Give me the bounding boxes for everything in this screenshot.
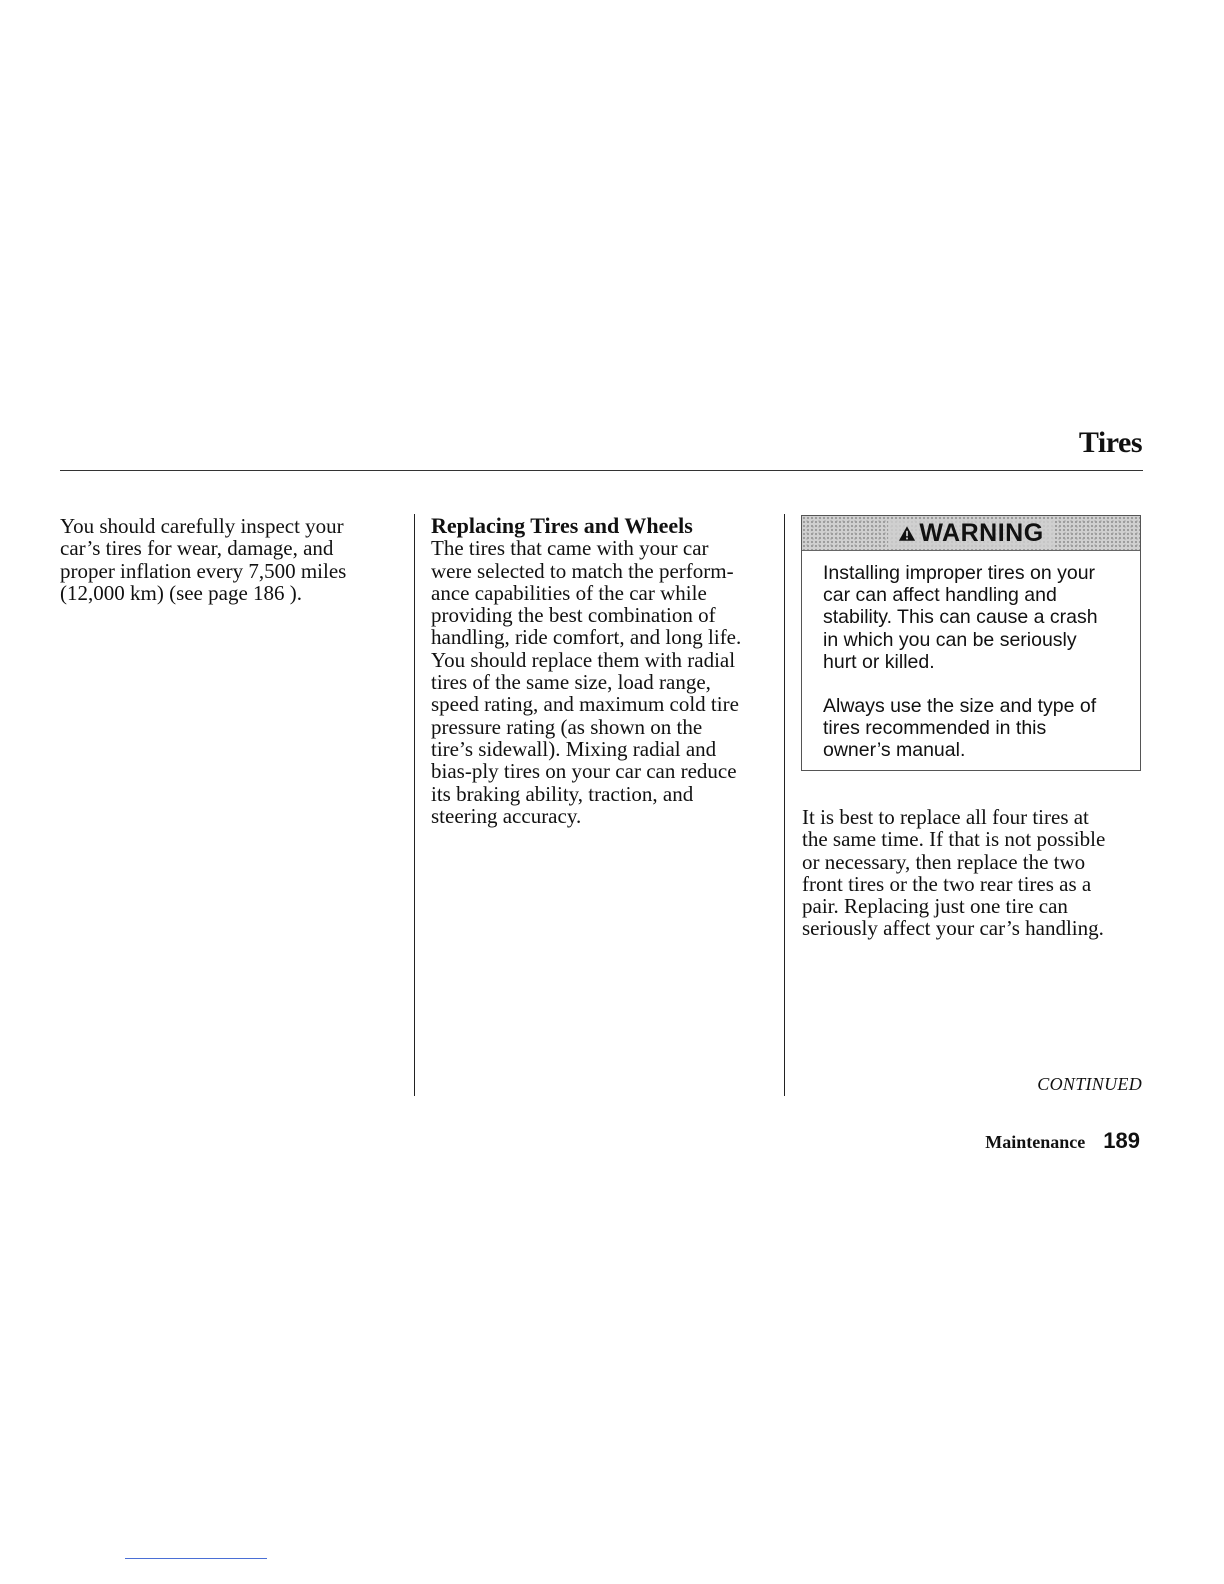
body-line: handling, ride comfort, and long life. [431, 625, 742, 650]
column-divider [414, 514, 415, 1096]
intro-line: (12,000 km) (see page 186 ). [60, 580, 303, 605]
warning-line: Always use the size and type of [823, 695, 1097, 718]
intro-paragraph [60, 515, 385, 604]
page-footer [985, 1128, 1140, 1154]
body-line: seriously affect your car’s handling. [802, 916, 1104, 941]
body-line: pressure rating (as shown on the [431, 714, 703, 739]
page-number: 189 [1103, 1128, 1140, 1153]
body-line: ance capabilities of the car while [431, 580, 707, 605]
continued-label: CONTINUED [1037, 1074, 1142, 1094]
body-line: providing the best combination of [431, 603, 716, 628]
body-line: steering accuracy. [431, 803, 582, 828]
intro-line: You should carefully inspect your [60, 514, 344, 538]
body-line: pair. Replacing just one tire can [802, 894, 1068, 919]
intro-line: car’s tires for wear, damage, and [60, 536, 334, 561]
page-title: Tires [1078, 426, 1142, 459]
warning-body [802, 551, 1140, 762]
warning-text: WARNING [919, 518, 1044, 547]
section-heading: Replacing Tires and Wheels [431, 513, 693, 538]
body-line: It is best to replace all four tires at [802, 805, 1089, 829]
body-line: its braking ability, traction, and [431, 781, 694, 806]
warning-line: car can affect handling and [823, 584, 1057, 607]
body-line: the same time. If that is not possible [802, 827, 1106, 852]
body-line: You should replace them with radial [431, 647, 736, 672]
scan-artifact-line [125, 1558, 267, 1559]
warning-line: in which you can be seriously [823, 628, 1077, 651]
warning-paragraph [823, 695, 1120, 762]
body-line: tire’s sidewall). Mixing radial and [431, 736, 717, 761]
body-line: front tires or the two rear tires as a [802, 871, 1092, 896]
warning-box [801, 515, 1141, 771]
column-divider [784, 514, 785, 1096]
body-line: speed rating, and maximum cold tire [431, 692, 739, 717]
replace-all-paragraph [802, 806, 1142, 940]
warning-line: Installing improper tires on your [823, 562, 1096, 584]
warning-line: tires recommended in this [823, 717, 1047, 740]
warning-triangle-icon [898, 525, 916, 542]
warning-banner [802, 516, 1140, 551]
warning-line: stability. This can cause a crash [823, 606, 1098, 629]
warning-line: owner’s manual. [823, 739, 966, 762]
warning-paragraph [823, 562, 1120, 673]
body-line: The tires that came with your car [431, 536, 709, 561]
header-rule [60, 470, 1143, 471]
intro-line: proper inflation every 7,500 miles [60, 558, 347, 583]
section-name: Maintenance [985, 1132, 1086, 1152]
body-line: or necessary, then replace the two [802, 849, 1086, 874]
replacing-tires-section [431, 515, 776, 827]
warning-line: hurt or killed. [823, 650, 935, 673]
body-line: tires of the same size, load range, [431, 670, 711, 695]
body-line: bias-ply tires on your car can reduce [431, 759, 737, 784]
warning-label [888, 519, 1053, 548]
body-line: were selected to match the perform- [431, 558, 734, 583]
